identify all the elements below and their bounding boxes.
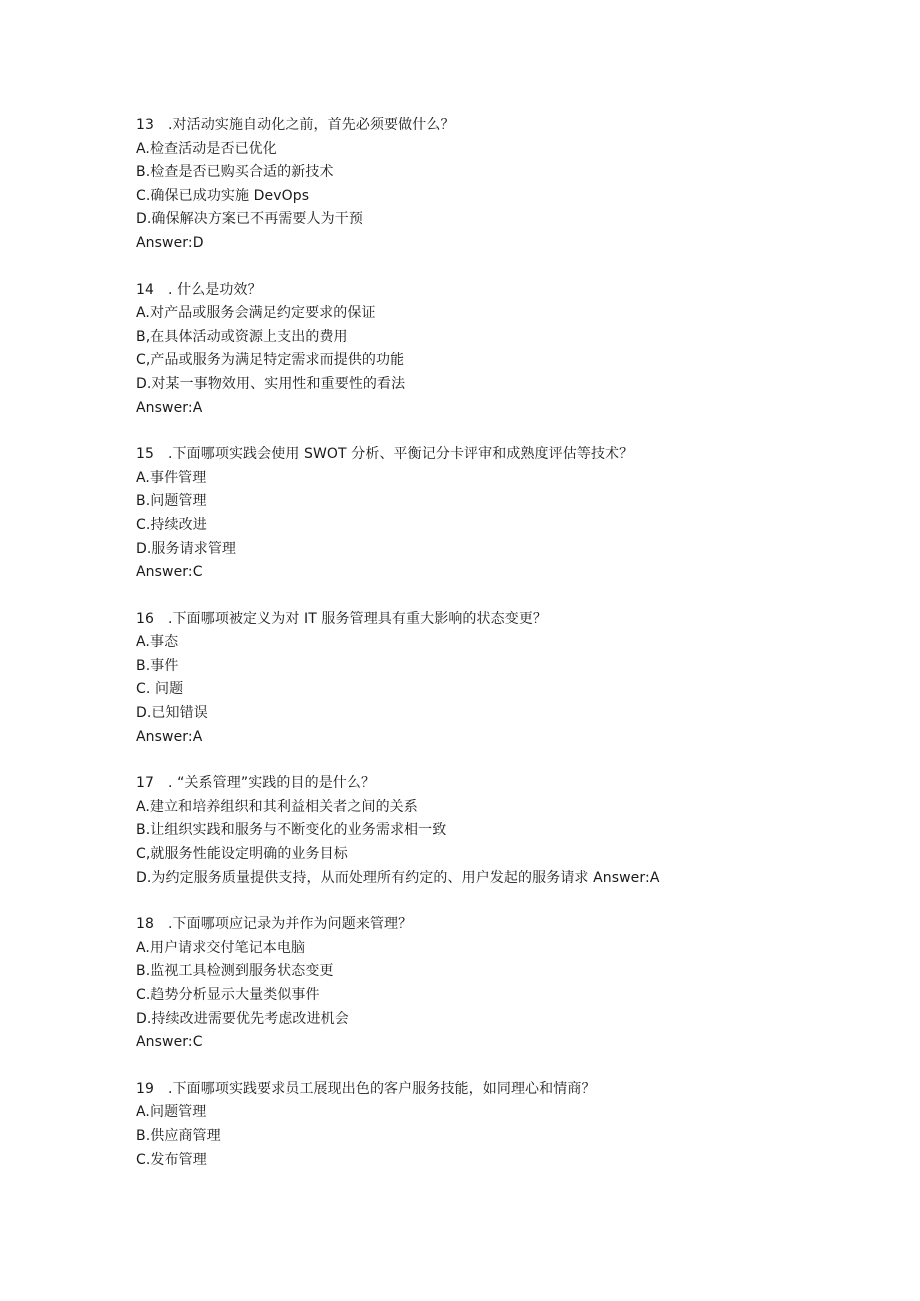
option-b: B.问题管理 (136, 493, 207, 510)
question-text: .下面哪项实践会使用 SWOT 分析、平衡记分卡评审和成熟度评估等技术？ (168, 446, 634, 463)
document-page (136, 114, 876, 1195)
question-17 (136, 772, 876, 890)
question-stem (136, 913, 876, 937)
question-number: 14 (136, 281, 155, 298)
question-stem (136, 1078, 876, 1102)
question-number: 18 (136, 916, 155, 933)
option-b: B.供应商管理 (136, 1127, 221, 1144)
option-a: A.问题管理 (136, 1104, 207, 1121)
answer: Answer:C (136, 564, 203, 581)
question-14 (136, 279, 876, 421)
option-a: A.建立和培养组织和其利益相关者之间的关系 (136, 798, 418, 815)
question-number: 19 (136, 1080, 155, 1097)
question-text: .对活动实施自动化之前，首先必须要做什么？ (168, 117, 455, 133)
option-d: D.持续改进需要优先考虑改进机会 (136, 1010, 349, 1027)
option-c: C.持续改进 (136, 516, 207, 533)
question-number: 16 (136, 610, 155, 627)
option-d: D.服务请求管理 (136, 540, 237, 557)
option-b: B.检查是否已购买合适的新技术 (136, 164, 334, 181)
question-text: .下面哪项实践要求员工展现出色的客户服务技能，如同理心和情商？ (168, 1080, 596, 1097)
option-a: A.事态 (136, 634, 179, 651)
question-stem (136, 443, 876, 467)
question-stem (136, 279, 876, 303)
question-stem (136, 772, 876, 796)
option-b: B,在具体活动或资源上支出的费用 (136, 328, 348, 345)
option-a: A.事件管理 (136, 469, 207, 486)
option-c: C,就服务性能设定明确的业务目标 (136, 846, 348, 863)
question-text: .下面哪项应记录为并作为问题来管理？ (168, 916, 413, 933)
question-stem (136, 608, 876, 632)
question-text: . 什么是功效？ (168, 281, 262, 298)
question-stem (136, 114, 876, 138)
option-c: C. 问题 (136, 681, 184, 698)
question-19 (136, 1078, 876, 1172)
answer: Answer:D (136, 234, 204, 251)
option-b: B.监视工具检测到服务状态变更 (136, 963, 334, 980)
question-number: 15 (136, 446, 155, 463)
option-d: D.确保解决方案已不再需要人为干预 (136, 211, 363, 228)
option-d: D.对某一事物效用、实用性和重要性的看法 (136, 375, 406, 392)
option-a: A.对产品或服务会满足约定要求的保证 (136, 305, 376, 322)
option-a: A.用户请求交付笔记本电脑 (136, 939, 306, 956)
option-c: C.发布管理 (136, 1151, 207, 1168)
option-c: C.趋势分析显示大量类似事件 (136, 987, 320, 1003)
option-b: B.让组织实践和服务与不断变化的业务需求相一致 (136, 822, 447, 839)
answer: Answer:A (136, 728, 203, 745)
question-number: 13 (136, 117, 155, 133)
option-c: C,产品或服务为满足特定需求而提供的功能 (136, 352, 405, 369)
question-16 (136, 608, 876, 750)
question-number: 17 (136, 775, 155, 792)
question-13 (136, 114, 876, 256)
option-a: A.检查活动是否已优化 (136, 140, 277, 157)
answer: Answer:A (136, 399, 203, 416)
option-b: B.事件 (136, 657, 179, 674)
option-d: D.已知错误 (136, 705, 208, 722)
option-d: D.为约定服务质量提供支持，从而处理所有约定的、用户发起的服务请求 Answer:A (136, 869, 660, 886)
question-text: . “关系管理”实践的目的是什么？ (168, 775, 376, 792)
answer: Answer:C (136, 1034, 203, 1051)
option-c: C.确保已成功实施 DevOps (136, 187, 310, 204)
question-text: .下面哪项被定义为对 IT 服务管理具有重大影响的状态变更？ (168, 610, 548, 627)
question-18 (136, 913, 876, 1055)
question-15 (136, 443, 876, 585)
